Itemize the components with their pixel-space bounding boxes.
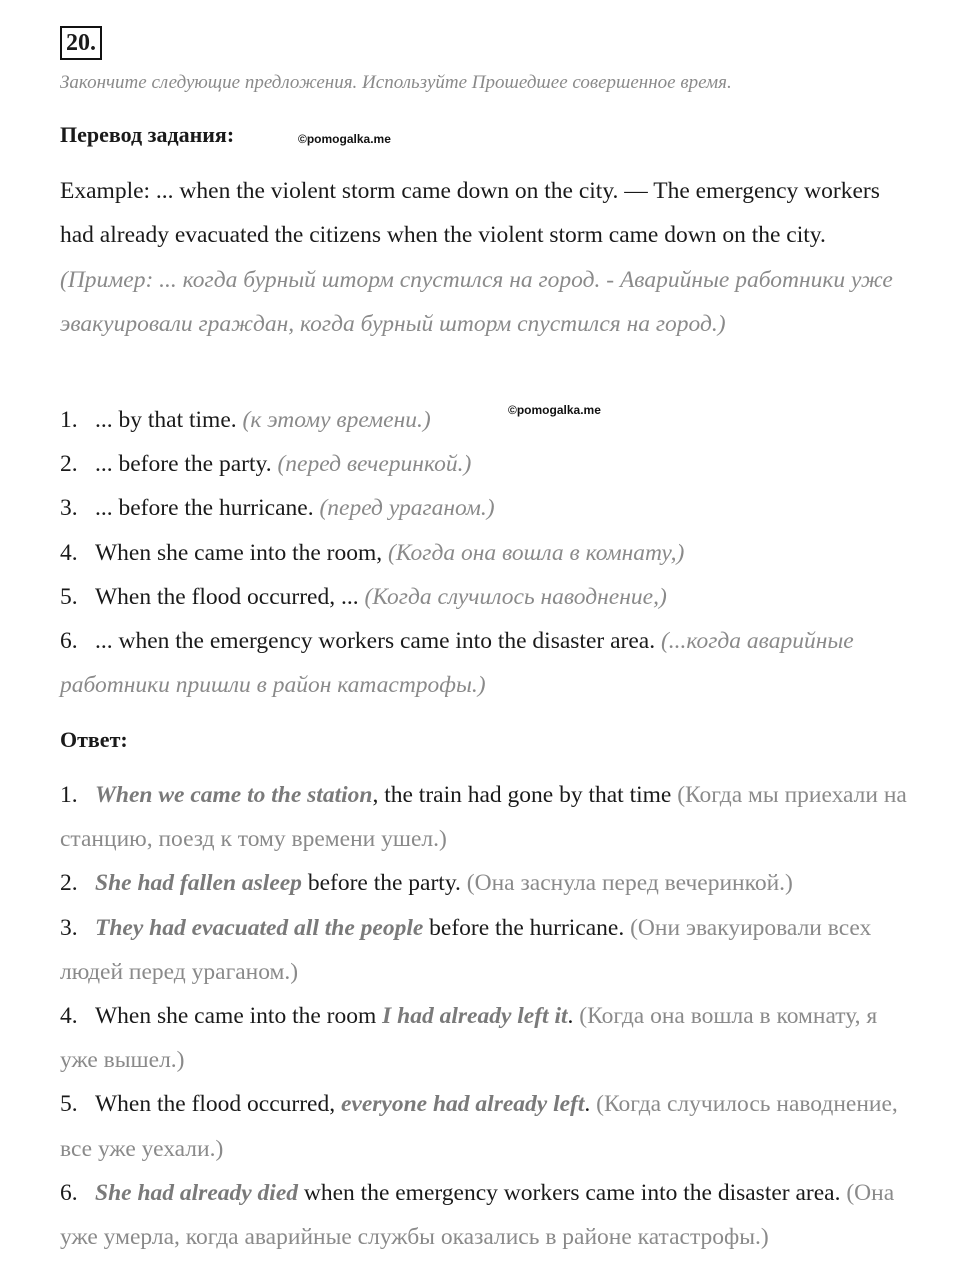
watermark: ©pomogalka.me (298, 132, 391, 146)
answer-suffix: when the emergency workers came into the disaster area. (298, 1179, 841, 1206)
list-item (60, 773, 910, 861)
task-english: ... before the hurricane. (95, 495, 314, 522)
answer-list (60, 773, 910, 1259)
item-number: 6. (60, 628, 78, 655)
item-number: 3. (60, 495, 78, 522)
task-russian: (перед вечеринкой.) (277, 451, 472, 478)
item-number: 4. (60, 1003, 78, 1030)
list-item (60, 619, 910, 707)
item-number: 2. (60, 870, 78, 897)
answer-suffix: , the train had gone by that time (372, 782, 672, 808)
instruction-text: Закончите следующие предложения. Используйте Прошедшее совершенное время. (60, 72, 732, 93)
item-number: 3. (60, 914, 78, 941)
example-russian: (Пример: ... когда бурный шторм спустился на город. - Аварийные работники уже эвакуировали граждан, когда бурный шторм спустился на город.) (60, 266, 893, 337)
item-number: 6. (60, 1179, 78, 1206)
answer-suffix: . (584, 1091, 591, 1118)
answer-emphasis: She had fallen asleep (95, 870, 302, 897)
translation-heading: Перевод задания: (60, 122, 235, 147)
task-russian: (перед ураганом.) (319, 495, 495, 522)
answer-emphasis: She had already died (95, 1179, 299, 1206)
exercise-number: 20. (60, 26, 102, 60)
answer-russian: (Она уже умерла, когда аварийные службы оказались в районе катастрофы.) (60, 1179, 895, 1251)
task-russian: (к этому времени.) (242, 407, 431, 433)
item-number: 5. (60, 1091, 78, 1118)
example-english: Example: ... when the violent storm came down on the city. — The emergency workers had already evacuated the citizens when the violent storm came down on the city. (60, 178, 880, 249)
watermark: ©pomogalka.me (508, 403, 601, 417)
task-english: ... by that time. (95, 407, 237, 433)
list-item (60, 398, 910, 442)
task-russian: (Когда случилось наводнение,) (364, 583, 667, 610)
list-item (60, 531, 910, 575)
item-number: 2. (60, 451, 78, 478)
task-english: ... when the emergency workers came into the disaster area. (95, 628, 656, 655)
list-item (60, 1171, 910, 1259)
task-english: When she came into the room, (95, 539, 383, 566)
task-english: ... before the party. (95, 451, 272, 478)
answer-russian: (Когда она вошла в комнату, я уже вышел.) (60, 1003, 878, 1074)
task-russian: (Когда она вошла в комнату,) (388, 539, 685, 566)
answer-suffix: before the hurricane. (423, 914, 625, 941)
item-number: 1. (60, 407, 78, 433)
list-item (60, 994, 910, 1082)
answer-suffix: before the party. (301, 870, 461, 897)
list-item (60, 575, 910, 619)
answer-russian: (Она заснула перед вечеринкой.) (466, 870, 793, 897)
list-item (60, 486, 910, 530)
answer-heading: Ответ: (60, 727, 128, 752)
list-item (60, 442, 910, 486)
answer-russian: (Они эвакуировали всех людей перед ураганом.) (60, 914, 872, 985)
answer-emphasis: When we came to the station (95, 782, 373, 808)
answer-prefix: When the flood occurred, (95, 1091, 341, 1118)
list-item (60, 906, 910, 994)
task-list (60, 398, 910, 707)
answer-suffix: . (567, 1003, 574, 1030)
task-english: When the flood occurred, ... (95, 583, 359, 610)
answer-russian: (Когда случилось наводнение, все уже уехали.) (60, 1091, 898, 1162)
answer-emphasis: I had already left it (382, 1003, 568, 1030)
list-item (60, 1082, 910, 1170)
answer-emphasis: everyone had already left (341, 1091, 585, 1118)
item-number: 4. (60, 539, 78, 566)
answer-russian: (Когда мы приехали на станцию, поезд к тому времени ушел.) (60, 782, 907, 853)
item-number: 5. (60, 583, 78, 610)
example-paragraph (60, 169, 910, 346)
task-russian: (...когда аварийные работники пришли в район катастрофы.) (60, 628, 854, 699)
item-number: 1. (60, 782, 78, 808)
answer-prefix: When she came into the room (95, 1003, 383, 1030)
answer-emphasis: They had evacuated all the people (95, 914, 424, 941)
list-item (60, 861, 910, 905)
